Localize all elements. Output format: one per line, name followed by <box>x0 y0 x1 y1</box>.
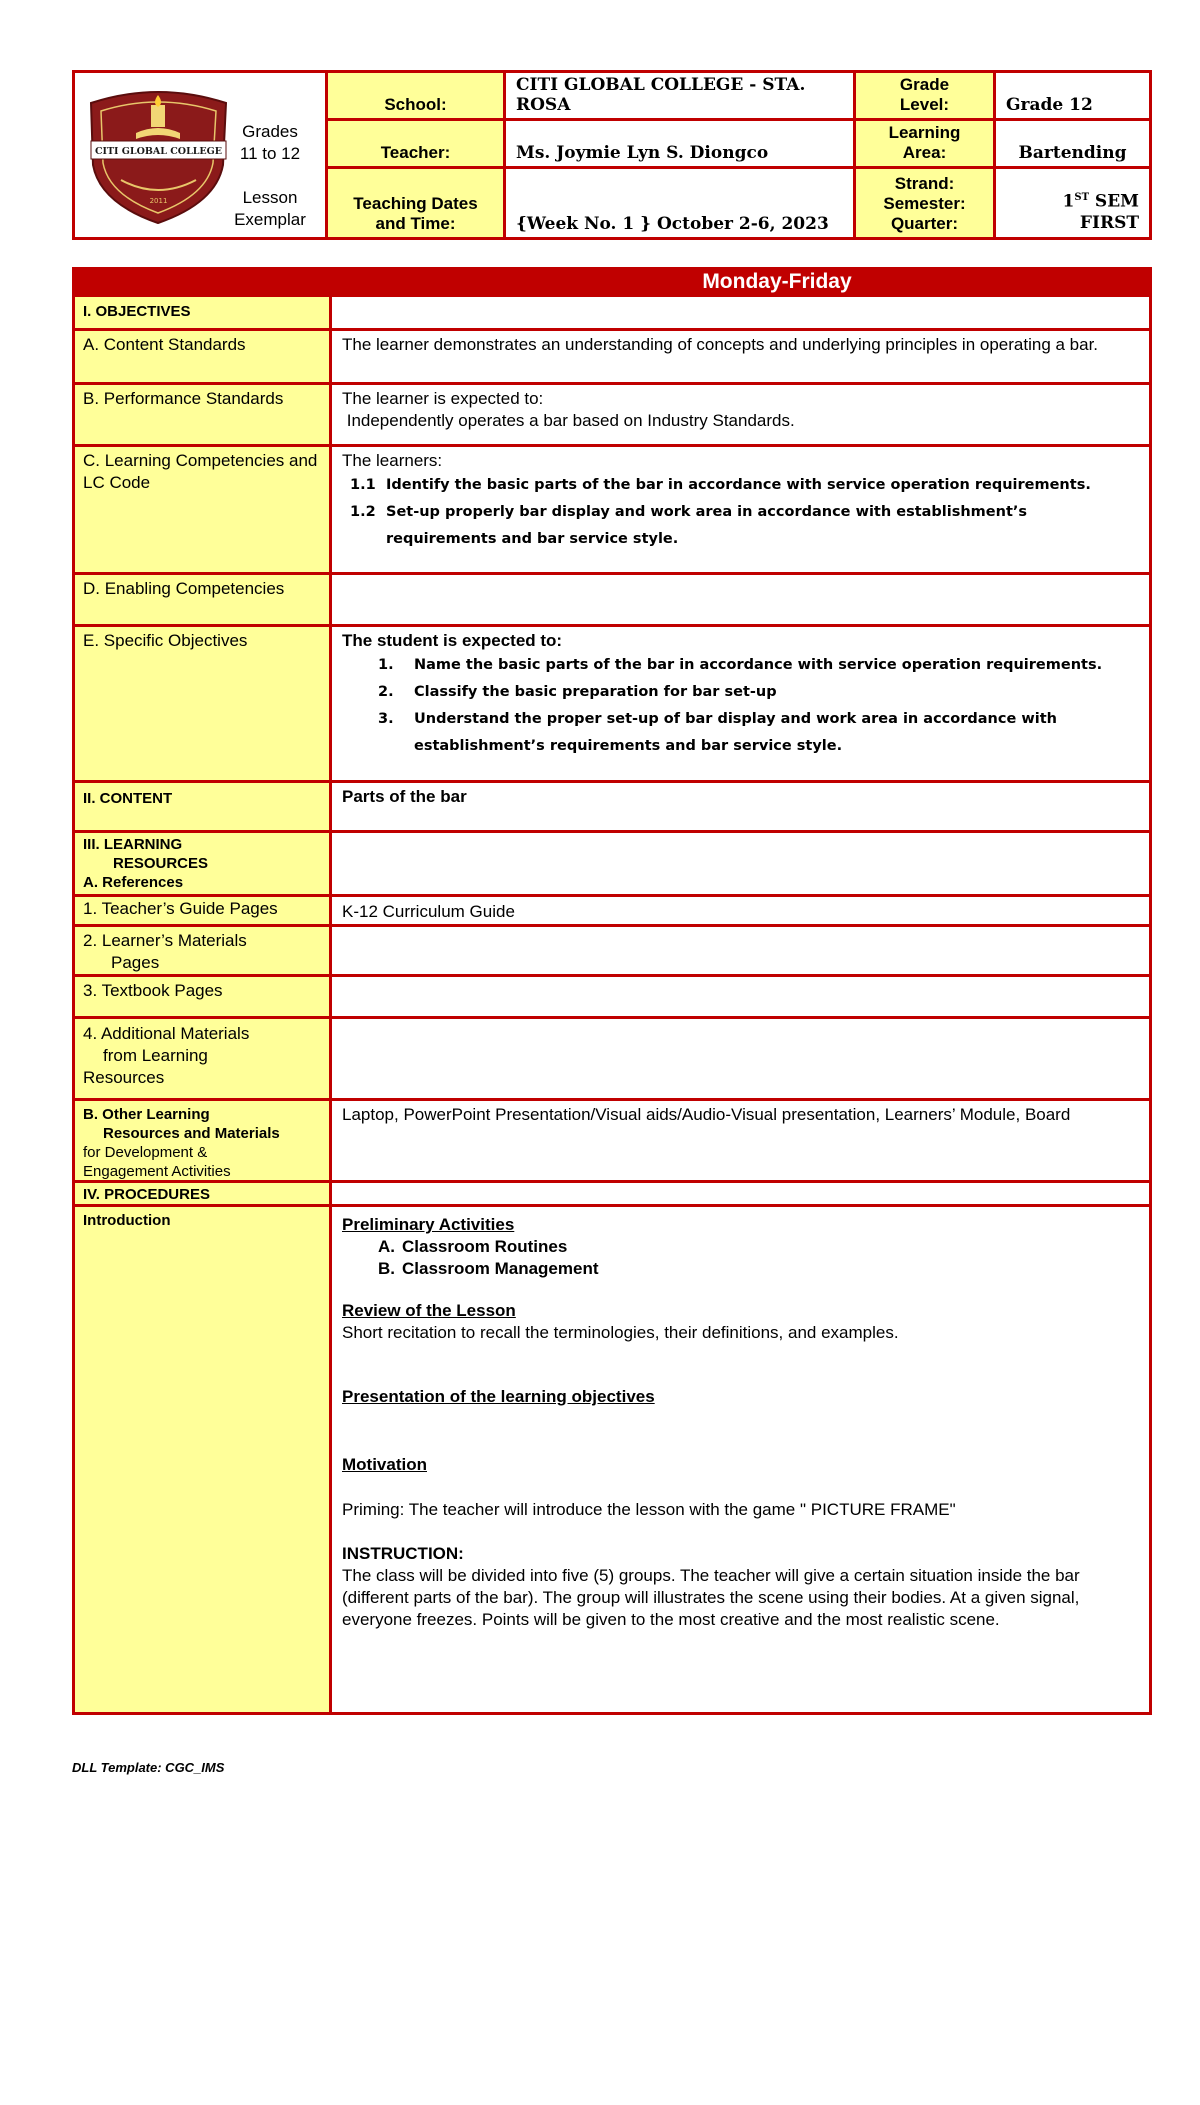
specific-item <box>378 652 1139 679</box>
row-procedures <box>75 1183 1149 1207</box>
resources-label-2: RESOURCES <box>113 855 209 872</box>
teachers-guide-label: 1. Teacher’s Guide Pages <box>75 897 332 924</box>
competency-item <box>350 499 1139 553</box>
quarter-label: Quarter: <box>890 214 959 233</box>
additional-materials-value <box>332 1019 1149 1098</box>
quarter-value: FIRST <box>1079 213 1139 233</box>
other-resources-label <box>75 1101 332 1180</box>
prelim-num: A. <box>378 1237 395 1256</box>
semester-label: Semester: <box>883 194 966 213</box>
specific-item <box>378 706 1139 760</box>
content-value: Parts of the bar <box>342 787 467 806</box>
additional-materials-label <box>75 1019 332 1098</box>
learners-materials-label <box>75 927 332 974</box>
lm-label-1: 2. Learner’s Materials <box>83 931 247 950</box>
prelim-text: Classroom Routines <box>402 1237 568 1256</box>
semester-value <box>1063 187 1140 213</box>
row-other-learning-resources <box>75 1101 1149 1183</box>
other-label-4: Engagement Activities <box>83 1163 231 1180</box>
dates-label-1: Teaching Dates <box>353 194 478 213</box>
procedures-label: IV. PROCEDURES <box>75 1183 332 1204</box>
strand-semester-quarter-label <box>856 169 996 237</box>
grade-level-value: Grade 12 <box>996 73 1149 121</box>
specific-objectives-value <box>332 627 1149 780</box>
learning-resources-value <box>332 833 1149 894</box>
footer-template-label: DLL Template: CGC_IMS <box>72 1760 225 1775</box>
enabling-competencies-label: D. Enabling Competencies <box>75 575 332 624</box>
logo-text: CITI GLOBAL COLLEGE <box>94 146 223 157</box>
learning-area-label-1: Learning <box>888 123 961 142</box>
competencies-list <box>342 472 1139 553</box>
grades-text: Grades <box>242 122 298 141</box>
specific-num: 2. <box>378 684 394 700</box>
lesson-text: Lesson <box>242 188 298 207</box>
row-learning-resources <box>75 833 1149 897</box>
learning-area-label <box>856 121 996 169</box>
row-content <box>75 783 1149 833</box>
row-learners-materials <box>75 927 1149 977</box>
prelim-title: Preliminary Activities <box>342 1215 515 1234</box>
add-label-3: Resources <box>83 1068 165 1087</box>
row-textbook-pages <box>75 977 1149 1019</box>
procedures-value <box>332 1183 1149 1204</box>
competencies-intro: The learners: <box>342 451 443 470</box>
specific-num: 3. <box>378 711 394 727</box>
prelim-item <box>342 1258 1139 1280</box>
learning-area-value: Bartending <box>996 121 1149 169</box>
semester-rest: SEM <box>1089 192 1139 212</box>
teacher-label: Teacher: <box>328 121 506 169</box>
learning-competencies-value <box>332 447 1149 572</box>
header-grid <box>328 73 1149 237</box>
specific-objectives-label: E. Specific Objectives <box>75 627 332 780</box>
competency-item <box>350 472 1139 499</box>
other-label-1: B. Other Learning <box>83 1106 210 1123</box>
row-performance-standards <box>75 385 1149 447</box>
resources-label-3: A. References <box>83 874 184 891</box>
specific-text: Classify the basic preparation for bar set-up <box>414 684 777 700</box>
header-table <box>72 70 1152 240</box>
school-label: School: <box>328 73 506 121</box>
row-introduction <box>75 1207 1149 1712</box>
competency-num: 1.1 <box>350 477 376 493</box>
grade-level-label-2: Level: <box>899 95 950 114</box>
lm-label-2: Pages <box>111 953 160 972</box>
motivation-title: Motivation <box>342 1455 427 1474</box>
grades-label <box>210 121 330 231</box>
semester-quarter-value <box>996 169 1149 237</box>
add-label-2: from Learning <box>103 1046 208 1065</box>
prelim-text: Classroom Management <box>402 1259 599 1278</box>
logo-cell <box>75 73 328 237</box>
learning-resources-label <box>75 833 332 894</box>
instruction-title: INSTRUCTION: <box>342 1544 464 1563</box>
instruction-text: The class will be divided into five (5) groups. The teacher will give a certain situation inside the bar (different parts of the bar). The group will illustrates the scene using their bodies. At a given signal, everyone freezes. Points will be given to the most creative and the most realistic scene. <box>342 1566 1080 1629</box>
priming-text: Priming: The teacher will introduce the lesson with the game " PICTURE FRAME" <box>342 1500 956 1519</box>
prelim-num: B. <box>378 1259 395 1278</box>
prelim-item <box>342 1236 1139 1258</box>
grade-level-label-1: Grade <box>899 75 950 94</box>
specific-intro: The student is expected to: <box>342 631 563 650</box>
grade-level-label <box>856 73 996 121</box>
row-learning-competencies <box>75 447 1149 575</box>
row-specific-objectives <box>75 627 1149 783</box>
dates-value: {Week No. 1 } October 2-6, 2023 <box>506 169 856 237</box>
row-teachers-guide <box>75 897 1149 927</box>
content-standards-value: The learner demonstrates an understanding of concepts and underlying principles in operating a bar. <box>342 335 1099 354</box>
teacher-value: Ms. Joymie Lyn S. Diongco <box>506 121 856 169</box>
objectives-value <box>332 297 1149 328</box>
content-standards-label: A. Content Standards <box>75 331 332 382</box>
textbook-pages-label: 3. Textbook Pages <box>75 977 332 1016</box>
exemplar-text: Exemplar <box>234 210 306 229</box>
learning-competencies-label: C. Learning Competencies and LC Code <box>75 447 332 572</box>
semester-sup: ST <box>1074 192 1090 204</box>
textbook-pages-value <box>332 977 1149 1016</box>
add-label-1: 4. Additional Materials <box>83 1024 250 1043</box>
logo-year: 2011 <box>149 197 168 205</box>
introduction-label: Introduction <box>75 1207 332 1712</box>
other-resources-value: Laptop, PowerPoint Presentation/Visual aids/Audio-Visual presentation, Learners’ Module, Board <box>342 1105 1071 1124</box>
competency-num: 1.2 <box>350 504 376 520</box>
competency-text: Set-up properly bar display and work area in accordance with establishment’s requirements and bar service style. <box>386 504 1028 547</box>
specific-list <box>342 652 1139 760</box>
semester-num: 1 <box>1062 192 1075 212</box>
school-value: CITI GLOBAL COLLEGE - STA. ROSA <box>506 73 856 121</box>
content-label: II. CONTENT <box>75 783 332 830</box>
other-label-2: Resources and Materials <box>103 1125 280 1142</box>
row-enabling-competencies <box>75 575 1149 627</box>
dates-label <box>328 169 506 237</box>
teachers-guide-value: K-12 Curriculum Guide <box>342 902 515 921</box>
row-content-standards <box>75 331 1149 385</box>
lesson-table <box>72 267 1152 2105</box>
lesson-rows <box>72 297 1152 1715</box>
performance-standards-value <box>332 385 1149 444</box>
objectives-label: I. OBJECTIVES <box>75 297 332 328</box>
specific-num: 1. <box>378 657 394 673</box>
row-objectives <box>75 297 1149 331</box>
banner-monday-friday: Monday-Friday <box>72 267 1152 297</box>
performance-standards-label: B. Performance Standards <box>75 385 332 444</box>
presentation-title: Presentation of the learning objectives <box>342 1387 655 1406</box>
performance-line-1: The learner is expected to: <box>342 389 544 408</box>
review-title: Review of the Lesson <box>342 1301 516 1320</box>
introduction-value <box>332 1207 1149 1712</box>
grades-range-text: 11 to 12 <box>239 144 301 163</box>
review-text: Short recitation to recall the terminologies, their definitions, and examples. <box>342 1323 899 1342</box>
resources-label-1: III. LEARNING <box>83 836 183 853</box>
row-additional-materials <box>75 1019 1149 1101</box>
learners-materials-value <box>332 927 1149 974</box>
performance-line-2: Independently operates a bar based on Industry Standards. <box>342 411 795 430</box>
specific-text: Understand the proper set-up of bar display and work area in accordance with establishment’s requirements and bar service style. <box>414 711 1057 754</box>
learning-area-label-2: Area: <box>902 143 947 162</box>
competency-text: Identify the basic parts of the bar in accordance with service operation requirements. <box>386 477 1091 493</box>
other-label-3: for Development & <box>83 1144 208 1161</box>
enabling-competencies-value <box>332 575 1149 624</box>
dates-label-2: and Time: <box>375 214 456 233</box>
strand-label: Strand: <box>894 174 955 193</box>
specific-item <box>378 679 1139 706</box>
specific-text: Name the basic parts of the bar in accordance with service operation requirements. <box>414 657 1103 673</box>
prelim-list <box>342 1236 1139 1280</box>
